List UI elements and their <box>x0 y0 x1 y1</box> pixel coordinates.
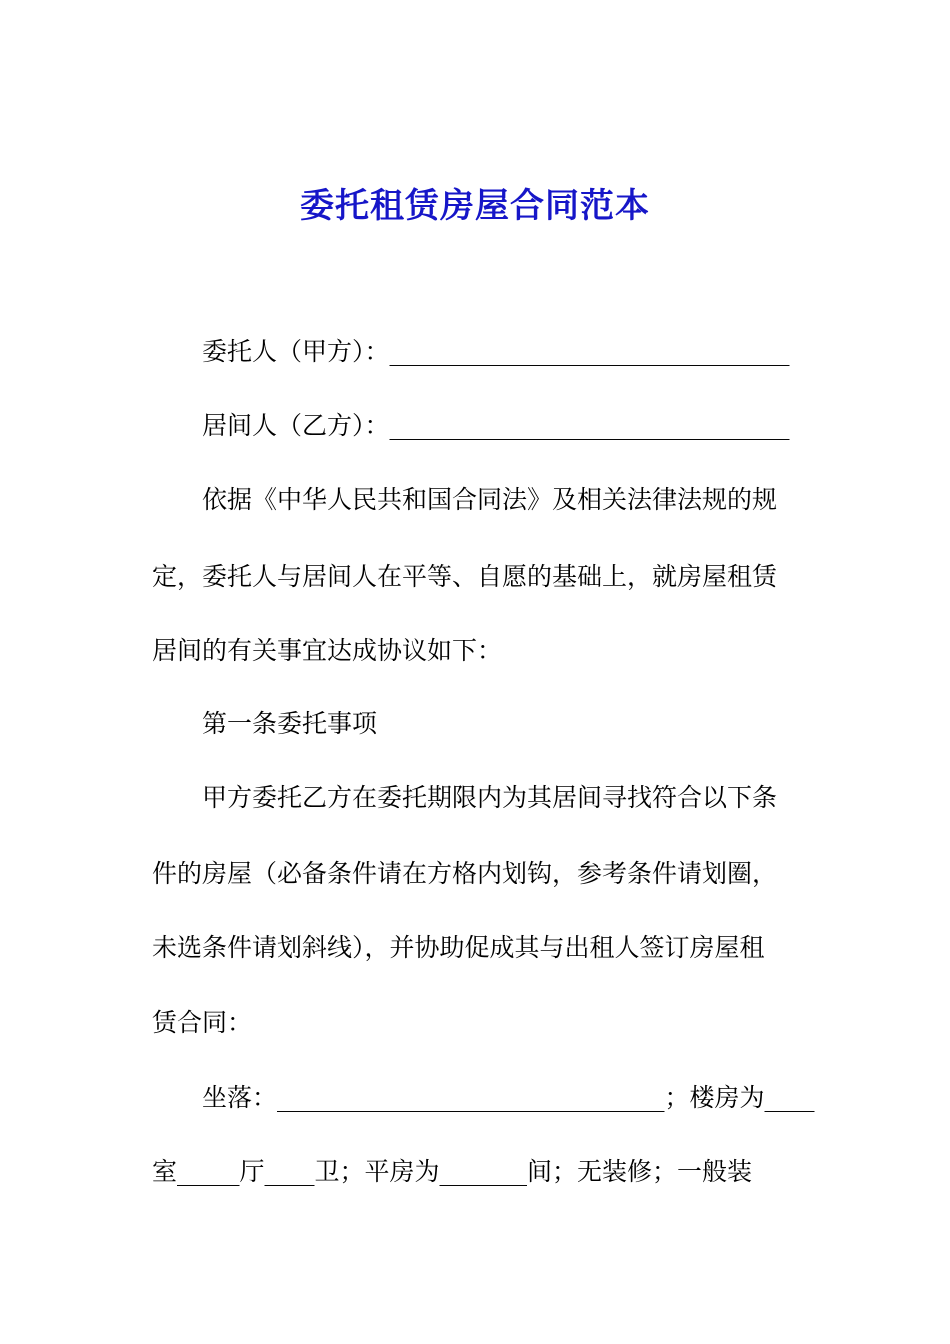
article-one-line-2: 件的房屋（必备条件请在方格内划钩，参考条件请划圈， <box>152 859 778 888</box>
article-one-line-3: 未选条件请划斜线），并协助促成其与出租人签订房屋租 <box>152 933 765 962</box>
location-line: 坐落：_______________________________；楼房为____ <box>202 1083 815 1112</box>
article-one-heading: 第一条委托事项 <box>202 709 378 738</box>
broker-party-line: 居间人（乙方）：________________________________ <box>202 411 790 440</box>
preamble-line-3: 居间的有关事宜达成协议如下： <box>152 636 503 665</box>
room-layout-line: 室_____厅____卫；平房为_______间；无装修；一般装 <box>152 1157 753 1186</box>
preamble-line-1: 依据《中华人民共和国合同法》及相关法律法规的规 <box>202 485 778 514</box>
article-one-line-1: 甲方委托乙方在委托期限内为其居间寻找符合以下条 <box>202 783 778 812</box>
client-party-line: 委托人（甲方）：________________________________ <box>202 337 790 366</box>
article-one-line-4: 赁合同： <box>152 1008 253 1037</box>
preamble-line-2: 定，委托人与居间人在平等、自愿的基础上，就房屋租赁 <box>152 562 778 591</box>
document-title: 委托租赁房屋合同范本 <box>300 186 650 226</box>
